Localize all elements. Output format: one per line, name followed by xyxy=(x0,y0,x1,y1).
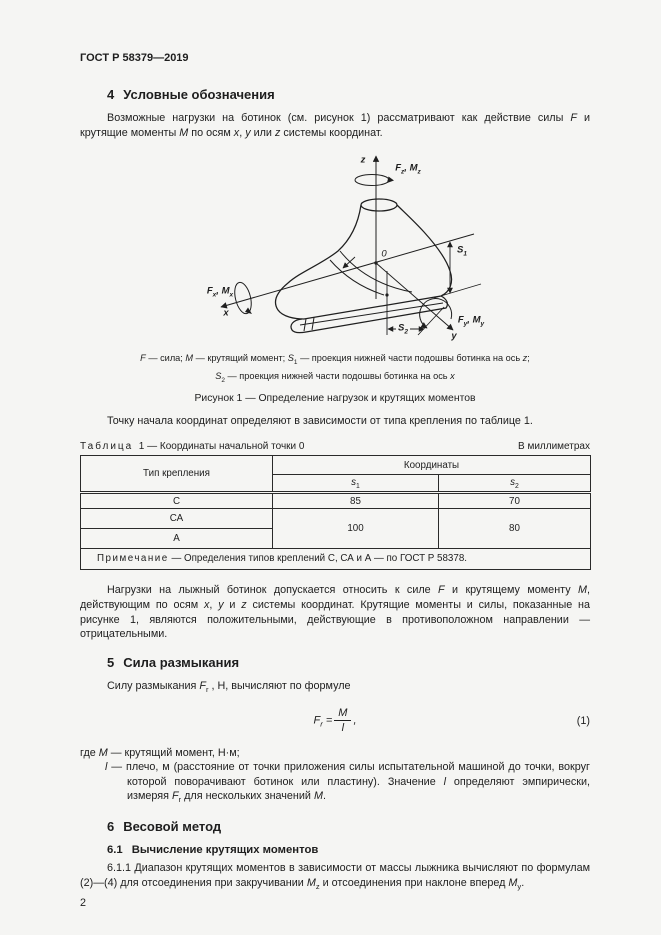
section-title: Условные обозначения xyxy=(123,87,275,102)
section-number: 6.1 xyxy=(107,844,123,857)
section-6-1-heading xyxy=(107,844,590,856)
boot-cuff-opening xyxy=(361,199,397,211)
section-5-heading xyxy=(107,655,590,670)
cell-merged-s1: 100 xyxy=(273,509,439,549)
figure-legend xyxy=(80,352,590,387)
section-title: Вычисление крутящих моментов xyxy=(131,844,319,857)
paragraph-table-ref: Точку начала координат определяют в зависимости от типа крепления по таблице 1. xyxy=(107,414,533,427)
running-header: ГОСТ Р 58379—2019 xyxy=(80,52,189,64)
fx-mx-label: $F_x$, $M_x$ xyxy=(206,285,234,299)
paragraph-6-1-1: 6.1.1 Диапазон крутящих моментов в зависимости от массы лыжника вычисляют по формулам (2)—(4) для отсоединения при закручивании $М_z$ и отсоединения при наклоне вперед $М_y$. xyxy=(80,862,590,891)
formula-1 xyxy=(80,705,590,737)
figure-caption: Рисунок 1 — Определение нагрузок и крутящих моментов xyxy=(194,392,476,404)
origin-label: 0 xyxy=(381,248,387,260)
header-s1: $s_1$ xyxy=(273,475,439,493)
table-1 xyxy=(80,455,591,570)
table-unit-note: В миллиметрах xyxy=(518,441,590,453)
instep-arrow xyxy=(343,257,355,268)
y-axis-label: y xyxy=(451,330,457,342)
table-caption-row xyxy=(80,441,590,452)
header-type: Тип крепления xyxy=(81,456,273,493)
x-axis-line xyxy=(221,234,474,307)
formula-expression: $F_r$ = $\frac{M}{l}$ , xyxy=(313,706,357,734)
section-title: Сила размыкания xyxy=(123,654,240,670)
section-number: 6 xyxy=(107,819,115,835)
cell-merged-s2: 80 xyxy=(439,509,591,549)
cell-type-ca: СА xyxy=(81,509,273,529)
boot-ankle-lines xyxy=(330,248,412,295)
x-axis-label: x xyxy=(223,307,229,319)
section-4-heading xyxy=(107,87,590,102)
fy-my-label: $F_y$, $M_y$ xyxy=(457,314,485,328)
table-note: Примечание — Определения типов креплений С, СА и А — по ГОСТ Р 58378. xyxy=(81,549,591,570)
z-rotation-arrow xyxy=(355,175,389,186)
section-number: 5 xyxy=(107,654,115,670)
section-6-heading xyxy=(107,819,590,834)
legend-line-2: $S_2$ — проекция нижней части подошвы ботинка на ось x xyxy=(215,370,455,384)
origin-point xyxy=(374,261,377,264)
z-axis-label: z xyxy=(360,154,366,166)
table-row xyxy=(81,509,591,529)
x-rotation-arrow xyxy=(232,281,254,316)
cell-c-s2: 70 xyxy=(439,493,591,509)
paragraph-intro: Возможные нагрузки на ботинок (см. рисунок 1) рассматривают как действие силы F и крутящие моменты М по осям x, y или z системы координат. xyxy=(80,112,591,139)
cell-c-s1: 85 xyxy=(273,493,439,509)
section-title: Весовой метод xyxy=(123,819,222,835)
s1-label: $S_1$ xyxy=(457,244,467,258)
table-caption: Таблица 1 — Координаты начальной точки 0 xyxy=(80,441,305,453)
table-row xyxy=(81,493,591,509)
where-clause-l: l — плечо, м (расстояние от точки приложения силы испытательной машиной до точки, вокруг которой поворачивают ботинок или пластину). Значение l определяют эмпирически, измеряя $F_r$ для нескольких значений М. xyxy=(105,761,590,805)
legend-line-1: F — сила; М — крутящий момент; $S_1$ — проекция нижней части подошвы ботинка на ось z; xyxy=(140,353,530,367)
s2-reference-point xyxy=(385,294,388,297)
fz-mz-label: $F_z$, $M_z$ xyxy=(395,162,421,176)
s2-label: $S_2$ xyxy=(398,322,408,336)
z-rotation-arrowhead xyxy=(387,177,394,184)
equation-number: (1) xyxy=(576,714,590,727)
boot-diagram xyxy=(196,147,498,347)
header-s2: $s_2$ xyxy=(439,475,591,493)
paragraph-loads: Нагрузки на лыжный ботинок допускается относить к силе F и крутящему моменту М, действующим по осям x, y и z системы координат. Крутящие моменты и силы, показанные на рисунке 1, являются положительными, действующие в противоположном направлении — отрицательными. xyxy=(80,584,591,641)
cell-type-c: С xyxy=(81,493,273,509)
paragraph-formula-intro: Силу размыкания $F_r$ , Н, вычисляют по формуле xyxy=(107,679,351,694)
header-coordinates: Координаты xyxy=(273,456,591,475)
figure-1 xyxy=(196,147,498,347)
boot-toe-ticks xyxy=(304,318,314,332)
section-number: 4 xyxy=(107,87,115,102)
s1-extension-line xyxy=(434,284,481,298)
where-clause-m: где М — крутящий момент, Н·м; xyxy=(80,746,240,759)
page-number: 2 xyxy=(80,897,87,910)
cell-type-a: А xyxy=(81,529,273,549)
